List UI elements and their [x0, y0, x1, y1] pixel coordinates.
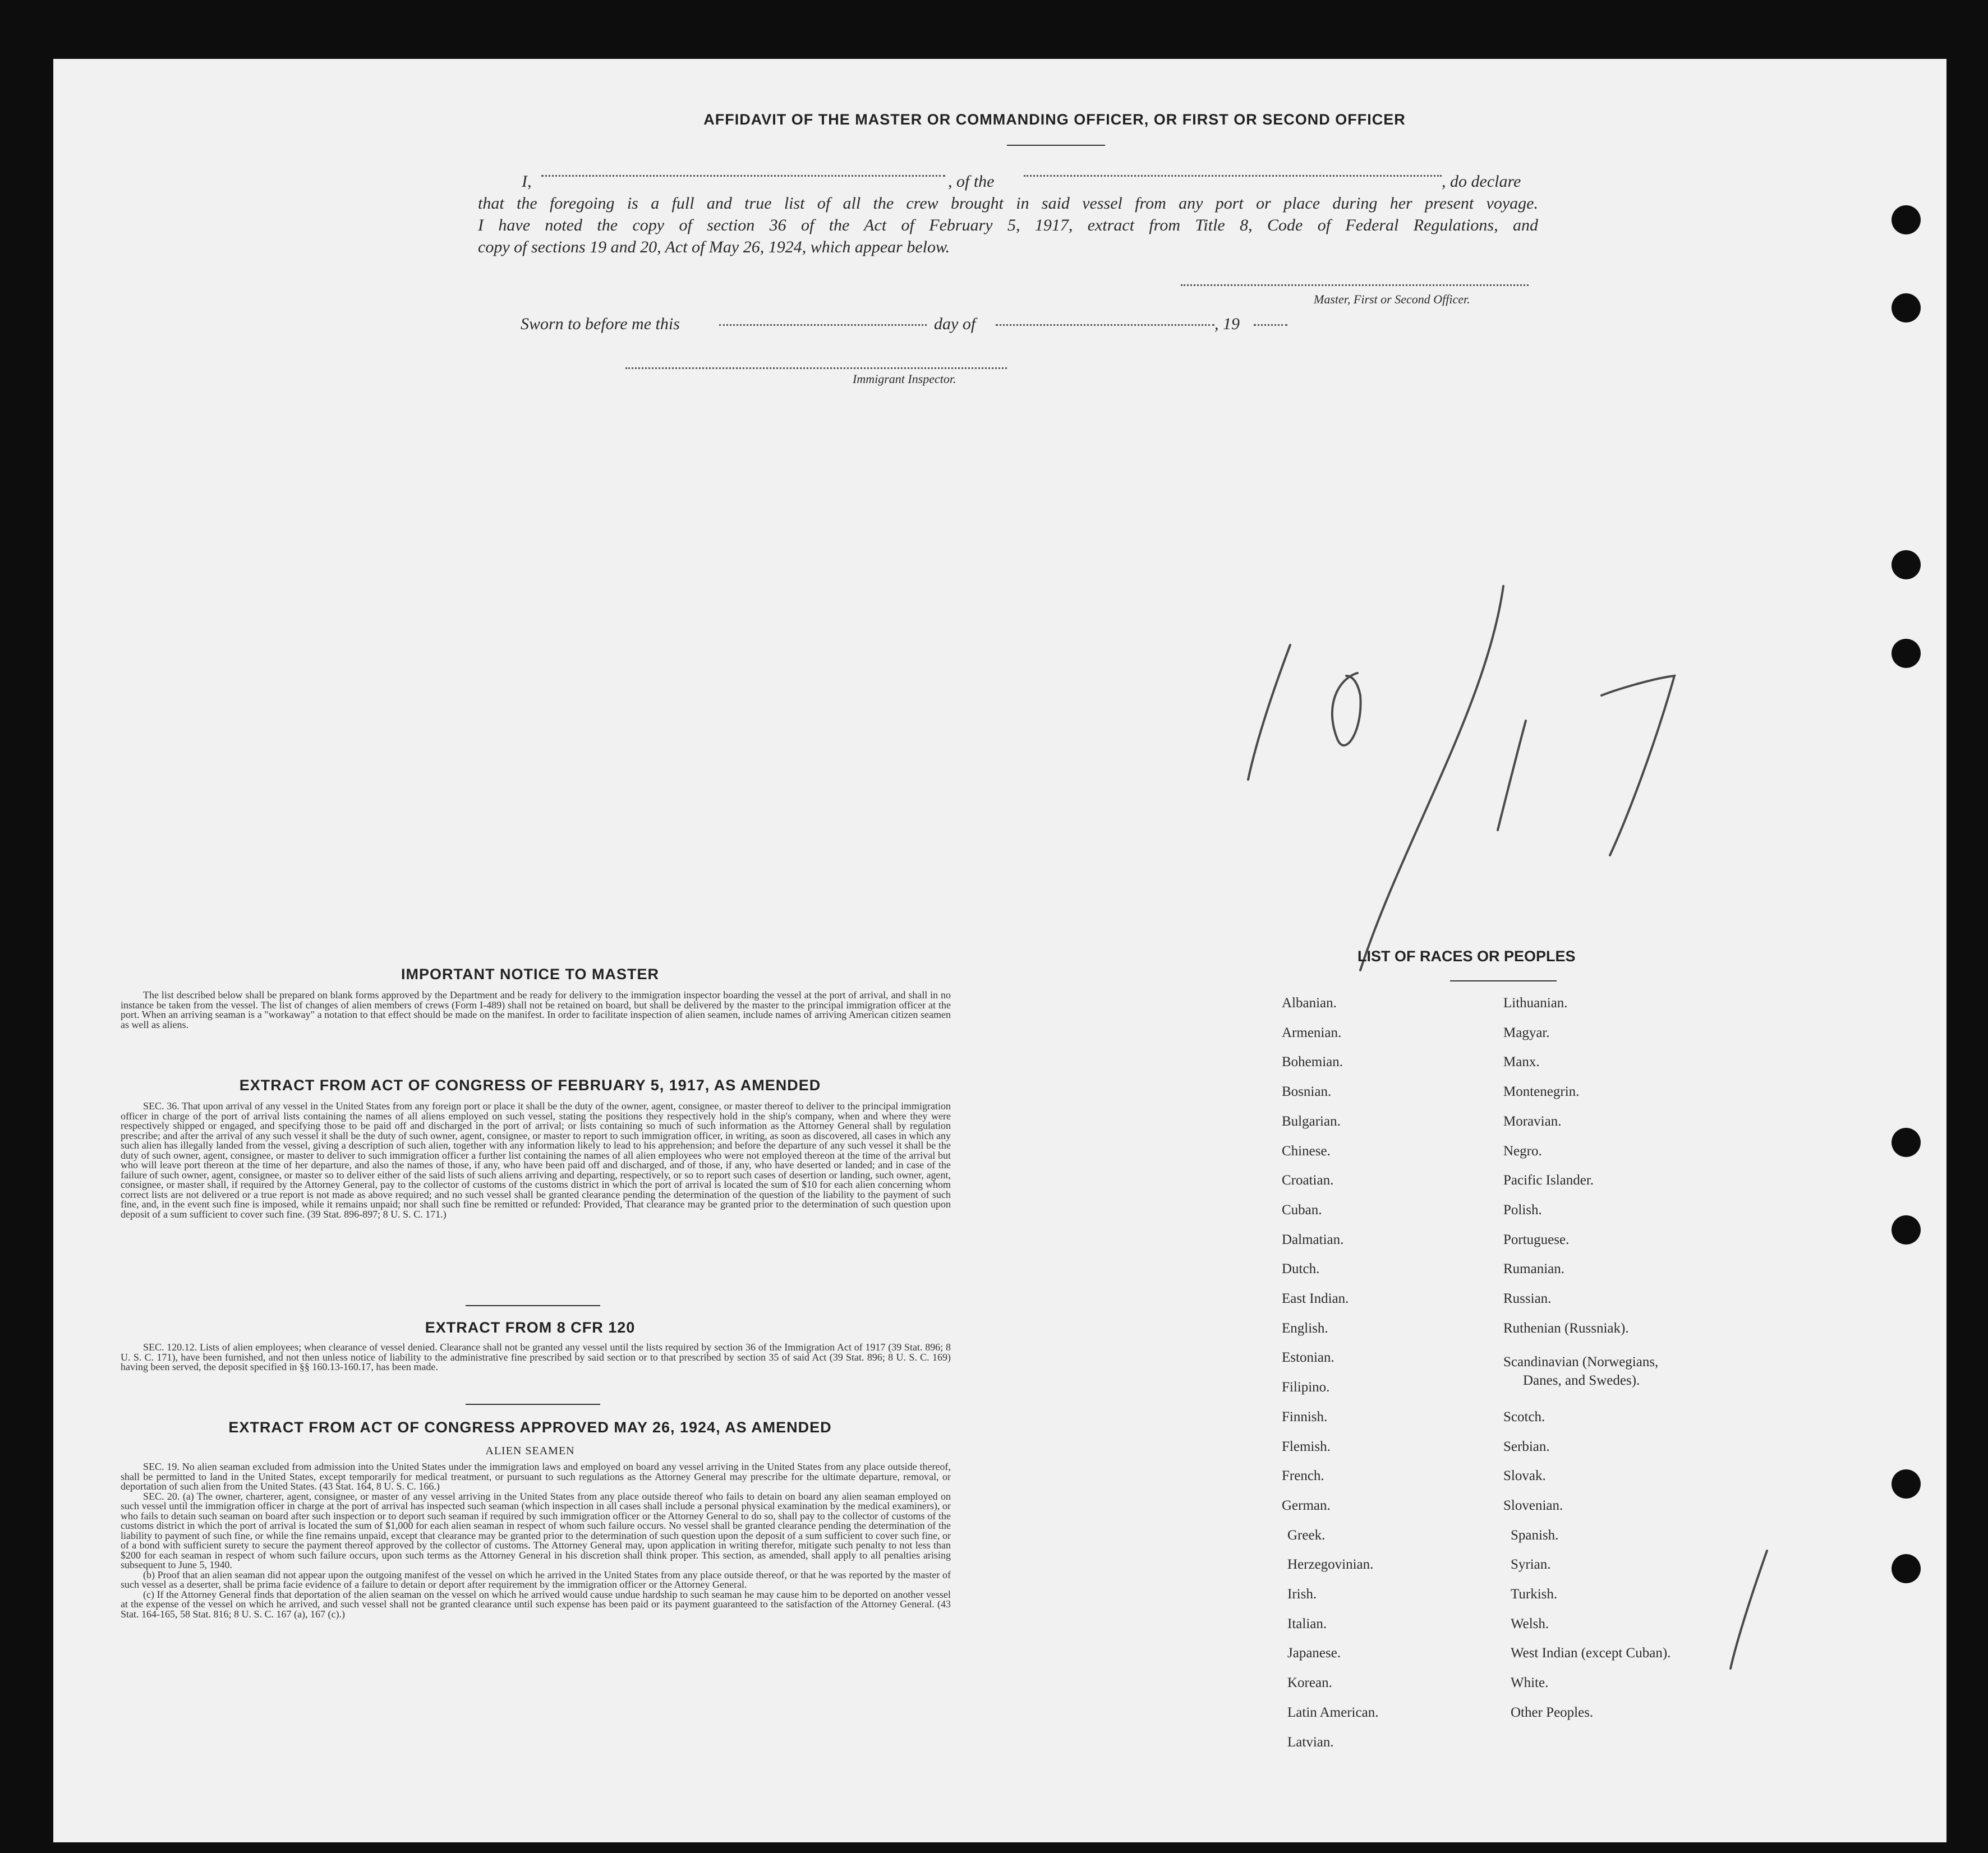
race-item: Spanish. [1511, 1527, 1559, 1543]
sec-20b-paragraph: (b) Proof that an alien seaman did not appear upon the outgoing manifest of the vessel on which he arrived in the United States from any place outside thereof, or that he was reported by the master of such vessel as a deserter, shall be prima facie evidence of a failure to detain or deport after requirement by the immigration officer or the Attorney General. [121, 1569, 951, 1590]
extract-1924-text [121, 1462, 951, 1619]
divider [466, 1404, 600, 1405]
affidavit-line-3: I have noted the copy of section 36 of the Act of February 5, 1917, extract from Title 8, Code of Federal Regulations, and [478, 216, 1538, 234]
notice-title: IMPORTANT NOTICE TO MASTER [401, 966, 659, 983]
affidavit-title: AFFIDAVIT OF THE MASTER OR COMMANDING OFFICER, OR FIRST OR SECOND OFFICER [703, 111, 1406, 128]
race-item: Dalmatian. [1282, 1232, 1344, 1247]
race-item: Filipino. [1282, 1380, 1330, 1395]
race-item: Montenegrin. [1503, 1084, 1580, 1100]
sec-19-paragraph: SEC. 19. No alien seaman excluded from admission into the United States under the immigration laws and employed on board any vessel arriving in the United States from any place outside thereof, shall be permitted to land in the United States, except temporarily for medical treatment, or pursuant to such regulations as the Attorney General may prescribe for the ultimate departure, removal, or deportation of such alien from the United States. (43 Stat. 164, 8 U. S. C. 166.) [121, 1461, 951, 1492]
race-item: Japanese. [1287, 1645, 1341, 1661]
sworn-prefix: Sworn to before me this [521, 315, 680, 333]
declarant-prefix: I, [522, 172, 532, 191]
race-item: Other Peoples. [1511, 1704, 1594, 1720]
sec-20c-paragraph: (c) If the Attorney General finds that deportation of the alien seaman on the vessel on which he arrived would cause undue hardship to such seaman he may cause him to be deported on another vessel at the expense of the vessel on which he arrived, and such vessel shall not be granted clearance until such expense has been paid or its payment guaranteed to the satisfaction of the Attorney General. (43 Stat. 164-165, 58 Stat. 816; 8 U. S. C. 167 (a), 167 (c).) [121, 1588, 951, 1620]
affidavit-line-4: copy of sections 19 and 20, Act of May 26, 1924, which appear below. [478, 238, 950, 256]
race-item: Manx. [1503, 1054, 1540, 1070]
race-item: Armenian. [1282, 1025, 1342, 1040]
race-item: Cuban. [1282, 1202, 1322, 1218]
sec-120-paragraph: SEC. 120.12. Lists of alien employees; when clearance of vessel denied. Clearance shall not be granted any vessel until the lists required by section 36 of the Immigration Act of 1917 (39 Stat. 896; 8 U. S. C. 171), have been furnished, and not then unless notice of liability to the administrative fine prescribed by said section or to that prescribed by section 35 of said Act (39 Stat. 896; 8 U. S. C. 169) having been served, the deposit specified in §§ 160.13-160.17, has been made. [121, 1342, 951, 1372]
divider [1450, 980, 1557, 981]
race-item: Bosnian. [1282, 1084, 1332, 1100]
race-item: Turkish. [1511, 1587, 1558, 1602]
race-item: Polish. [1503, 1202, 1542, 1218]
alien-seamen-subtitle: ALIEN SEAMEN [485, 1445, 575, 1457]
inspector-signature-label: Immigrant Inspector. [853, 372, 956, 386]
race-item: Serbian. [1503, 1439, 1550, 1454]
race-item: Syrian. [1511, 1557, 1551, 1573]
race-item: Chinese. [1282, 1143, 1331, 1159]
race-item: Irish. [1287, 1587, 1317, 1602]
race-item: German. [1282, 1497, 1331, 1513]
race-item: Portuguese. [1503, 1232, 1570, 1247]
race-item: Scandinavian (Norwegians, [1503, 1354, 1659, 1370]
race-item: Croatian. [1282, 1173, 1334, 1188]
divider [466, 1305, 600, 1306]
race-item: Magyar. [1503, 1025, 1550, 1040]
race-item: Korean. [1287, 1675, 1332, 1691]
race-item: Scotch. [1503, 1409, 1545, 1425]
sec-20a-paragraph: SEC. 20. (a) The owner, charterer, agent, consignee, or master of any vessel arriving in the United States from any place outside thereof who fails to detain on board any alien seaman employed on such vessel until the immigration officer in charge at the port of arrival has inspected such seaman (which inspection in all cases shall include a personal physical examination by the medical examiners), or who fails to detain such seaman on board after such inspection or to deport such seaman if required by such immigration officer or the Attorney General to do so, shall pay to the collector of customs of the customs district in which the port of arrival is located the sum of $1,000 for each alien seaman in respect of whom such failure occurs. No vessel shall be granted clearance pending the determination of the liability to payment of such fine, or while the fine remains unpaid, except that clearance may be granted prior to the determination of such question upon the deposit of a sum sufficient to cover such fine, or of a bond with sufficient surety to secure the payment thereof approved by the collector of customs. The Attorney General may, upon application in writing therefor, mitigate such penalty to not less than $200 for each seaman in respect of whom such failure occurs, upon such terms as the Attorney General in his discretion shall think proper. This section, as amended, shall apply to all penalties arising subsequent to June 5, 1940. [121, 1490, 951, 1570]
master-signature-label: Master, First or Second Officer. [1314, 292, 1470, 306]
declare-suffix: , do declare [1442, 172, 1521, 191]
race-item: Moravian. [1503, 1113, 1562, 1129]
race-item: Italian. [1287, 1616, 1327, 1631]
vessel-prefix: , of the [948, 172, 995, 191]
race-item: English. [1282, 1320, 1328, 1336]
race-item: Herzegovinian. [1287, 1557, 1374, 1573]
extract-cfr-title: EXTRACT FROM 8 CFR 120 [425, 1319, 636, 1336]
races-list-title: LIST OF RACES OR PEOPLES [1357, 948, 1576, 965]
race-item: Flemish. [1282, 1439, 1331, 1454]
race-item: Estonian. [1282, 1350, 1334, 1366]
race-item: Danes, and Swedes). [1523, 1373, 1640, 1389]
race-item: Negro. [1503, 1143, 1542, 1159]
race-item: Albanian. [1282, 995, 1337, 1011]
notice-paragraph: The list described below shall be prepared on blank forms approved by the Department and be ready for delivery to the immigration inspector boarding the vessel at the port of arrival, and shall in no instance be taken from the vessel. The list of changes of alien members of crews (Form I-489) shall not be retained on board, but shall be delivered by the master to the principal immigration officer at the port. When an arriving seaman is a "workaway" a notation to that effect should be made on the manifest. In order to facilitate inspection of alien seamen, include names of arriving American citizen seamen as well as aliens. [121, 989, 951, 1030]
race-item: Rumanian. [1503, 1261, 1565, 1277]
race-item: Dutch. [1282, 1261, 1320, 1277]
race-item: Bohemian. [1282, 1054, 1343, 1070]
race-item: Finnish. [1282, 1409, 1328, 1425]
race-item: West Indian (except Cuban). [1511, 1645, 1671, 1661]
race-item: French. [1282, 1468, 1324, 1484]
race-item: Welsh. [1511, 1616, 1549, 1631]
race-item: Pacific Islander. [1503, 1173, 1594, 1188]
race-item: Latin American. [1287, 1704, 1379, 1720]
race-item: Latvian. [1287, 1734, 1334, 1750]
race-item: White. [1511, 1675, 1549, 1691]
race-item: Slovenian. [1503, 1497, 1563, 1513]
notice-text [121, 990, 951, 1030]
sworn-day-label: day of [934, 315, 976, 333]
race-item: Greek. [1287, 1527, 1326, 1543]
race-item: Slovak. [1503, 1468, 1546, 1484]
race-item: Bulgarian. [1282, 1113, 1341, 1129]
race-item: Lithuanian. [1503, 995, 1568, 1011]
extract-1917-text [121, 1101, 951, 1219]
sec-36-paragraph: SEC. 36. That upon arrival of any vessel in the United States from any foreign port or place it shall be the duty of the owner, agent, consignee, or master thereof to deliver to the principal immigration officer in charge of the port of arrival lists containing the names of all aliens employed on such vessel, stating the positions they respectively hold in the ship's company, when and where they were respectively shipped or engaged, and specifying those to be paid off and discharged in the port of arrival; or lists containing so much of such information as the Attorney General shall by regulation prescribe; and after the arrival of any such vessel it shall be the duty of such owner, agent, consignee, or master to report to such immigration officer, in writing, as soon as discovered, all cases in which any such alien has illegally landed from the vessel, giving a description of such alien, together with any information likely to lead to his apprehension; and before the departure of any such vessel it shall be the duty of such owner, agent, consignee, or master to deliver to such immigration officer a further list containing the names of all alien employees who were not employed thereon at the time of the arrival but who will leave port thereon at the time of her departure, and also the names of those, if any, who have been paid off and discharged, and of those, if any, who have deserted or landed; and in case of the failure of such owner, agent, consignee, or master so to deliver either of the said lists of such aliens arriving and departing, respectively, or so to report such cases of desertion or landing, such owner, agent, consignee, or master shall, if required by the Attorney General, pay to the collector of customs of the customs district in which the port of arrival is located the sum of $10 for each alien concerning whom correct lists are not delivered or a true report is not made as above required; and no such vessel shall be granted clearance pending the determination of the question of the liability to the payment of such fine, and, in the event such fine is imposed, while it remains unpaid; nor shall such fine be remitted or refunded: Provided, That clearance may be granted prior to the determination of such question upon deposit of a sum sufficient to cover such fine. (39 Stat. 896-897; 8 U. S. C. 171.) [121, 1100, 951, 1220]
extract-cfr-text [121, 1343, 951, 1372]
sworn-year-label: , 19 [1214, 315, 1240, 333]
extract-1924-title: EXTRACT FROM ACT OF CONGRESS APPROVED MAY 26, 1924, AS AMENDED [228, 1419, 832, 1436]
race-item: Ruthenian (Russniak). [1503, 1320, 1629, 1336]
race-item: East Indian. [1282, 1291, 1349, 1306]
extract-1917-title: EXTRACT FROM ACT OF CONGRESS OF FEBRUARY 5, 1917, AS AMENDED [239, 1077, 821, 1094]
affidavit-line-2: that the foregoing is a full and true list of all the crew brought in said vessel from any port or place during her present voyage. [478, 194, 1538, 213]
race-item: Russian. [1503, 1291, 1552, 1306]
